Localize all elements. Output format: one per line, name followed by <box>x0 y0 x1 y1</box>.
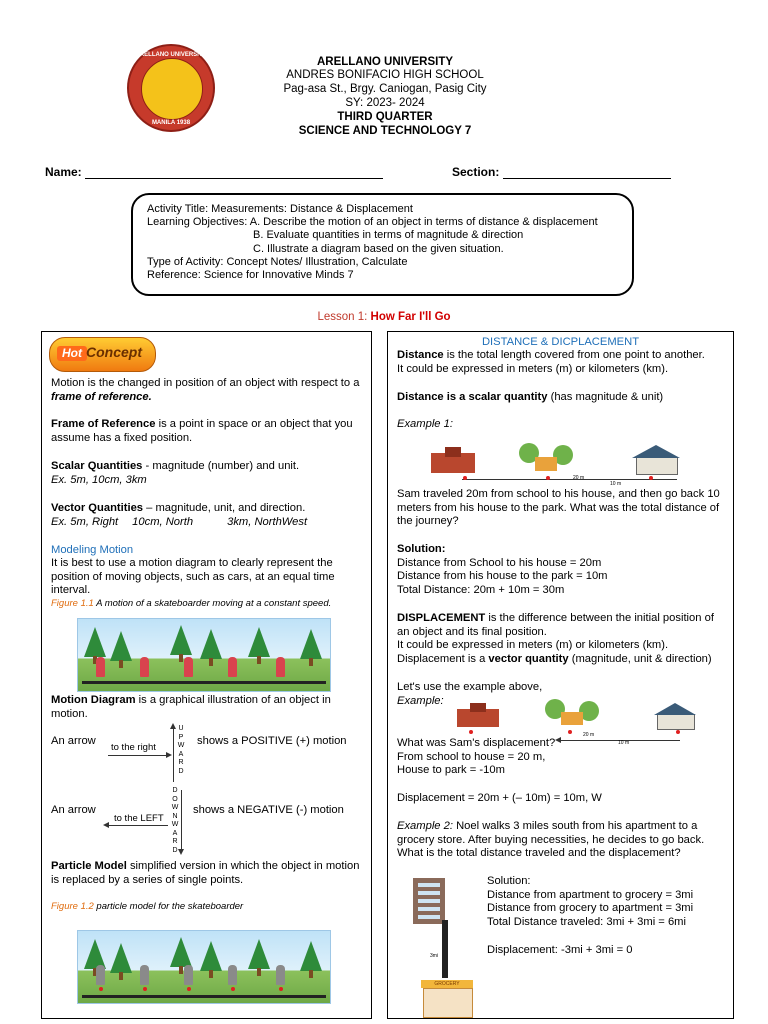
apartment-illustration <box>409 878 449 924</box>
example-2-text: Example 2: Noel walks 3 miles south from his apartment to a grocery store. After buying necessities, he decides to go back. What is the total distance traveled and the displacement? <box>397 820 705 860</box>
motion-definition: Motion is the changed in position of an object with respect to a frame of reference. <box>51 377 360 403</box>
hot-concept-badge: Hot Concept <box>49 337 156 372</box>
downward-arrow-head <box>178 849 184 855</box>
skateboarder-motion-illustration <box>77 618 331 692</box>
quarter: THIRD QUARTER <box>337 111 433 123</box>
lets-use-example: Let's use the example above, Example: <box>397 681 543 707</box>
school-dot-2 <box>469 730 473 734</box>
distance-definition: Distance is the total length covered from one point to another. It could be expressed in meters (m) or kilometers (km). <box>397 349 705 375</box>
park-dot <box>546 476 550 480</box>
scalar-quantities: Scalar Quantities - magnitude (number) and unit. Ex. 5m, 10cm, 3km <box>51 460 300 486</box>
park-illustration <box>519 443 575 473</box>
logo-seal <box>141 58 203 120</box>
house-dot <box>649 476 653 480</box>
road-illustration <box>442 920 448 978</box>
right-arrow <box>108 755 168 756</box>
school-dot <box>463 476 467 480</box>
example-1-label: Example 1: <box>397 418 453 430</box>
particle-model-definition: Particle Model simplified version in which the object in motion is replaced by a series of single points. <box>51 860 360 886</box>
solution-2: Solution: Distance from apartment to grocery = 3mi Distance from grocery to apartment = 3mi Total Distance traveled: 3mi + 3mi = 6mi <box>487 875 694 928</box>
modeling-motion-text: It is best to use a motion diagram to clearly represent the position of moving objects, such as cars, at an equal time interval. <box>51 557 335 597</box>
objective-a: Learning Objectives: A. Describe the motion of an object in terms of distance & displacement <box>147 216 598 229</box>
upward-arrow <box>173 727 174 782</box>
name-label: Name: <box>45 165 82 179</box>
section-line[interactable] <box>503 167 671 179</box>
to-the-left-label: to the LEFT <box>114 813 164 824</box>
displacement-question: What was Sam's displacement? From school to house = 20 m, House to park = -10m <box>397 737 556 777</box>
arrow-positive-label: An arrow <box>51 735 96 747</box>
displacement-definition: DISPLACEMENT is the difference between the initial position of an object and its final position. It could be expressed in meters (m) or kilometers (km). Displacement is a vector quantity (magnitude, unit & direction) <box>397 612 714 665</box>
school-illustration <box>431 447 475 473</box>
house-dot-2 <box>676 730 680 734</box>
lesson-title: Lesson 1: How Far I'll Go <box>317 311 451 323</box>
logo-bottom-text: MANILA 1938 <box>151 120 191 126</box>
downward-label: D O W N W A R D <box>171 787 179 854</box>
distance-20m-2: 20 m <box>583 732 595 738</box>
example-1-text: Sam traveled 20m from school to his house, and then go back 10 meters from his house to the park. What was the total distance of the journey? <box>397 488 720 528</box>
left-arrow <box>108 825 168 826</box>
section-label: Section: <box>452 165 500 179</box>
modeling-motion-title: Modeling Motion <box>51 544 134 556</box>
activity-title: Activity Title: Measurements: Distance & Displacement <box>147 203 413 215</box>
objective-b: B. Evaluate quantities in terms of magnitude & direction <box>253 229 524 242</box>
grocery-illustration: GROCERY <box>421 980 473 1016</box>
figure-1-1-caption: Figure 1.1 A motion of a skateboarder moving at a constant speed. <box>51 598 332 609</box>
distance-10m-2: 10 m <box>618 740 630 746</box>
school-name: ANDRES BONIFACIO HIGH SCHOOL <box>286 69 484 81</box>
frame-of-reference: Frame of Reference is a point in space or an object that you assume has a fixed position. <box>51 418 353 444</box>
section-field-row <box>452 165 671 179</box>
to-the-right-label: to the right <box>111 742 156 753</box>
university-name: ARELLANO UNIVERSITY <box>316 56 454 68</box>
distance-scalar-note: Distance is a scalar quantity (has magnitude & unit) <box>397 391 664 403</box>
distance-10m-1: 10 m <box>610 481 622 487</box>
distance-3mi: 3mi <box>430 953 439 959</box>
school-address: Pag-asa St., Brgy. Caniogan, Pasig City <box>283 83 487 95</box>
solution-1: Solution: Distance from School to his house = 20m Distance from his house to the park = 10m Total Distance: 20m + 10m = 30m <box>397 543 608 596</box>
name-field-row <box>45 165 383 179</box>
house-illustration <box>632 445 682 473</box>
right-arrow-head <box>166 752 172 758</box>
activity-reference: Reference: Science for Innovative Minds 7 <box>147 269 354 282</box>
activity-type: Type of Activity: Concept Notes/ Illustration, Calculate <box>147 255 408 268</box>
distance-line-1 <box>462 479 677 480</box>
subject: SCIENCE AND TECHNOLOGY 7 <box>298 125 472 137</box>
university-logo <box>127 44 215 132</box>
objective-c: C. Illustrate a diagram based on the given situation. <box>253 242 504 255</box>
logo-top-text: ARELLANO UNIVERSITY <box>135 52 207 58</box>
particle-model-illustration <box>77 930 331 1004</box>
displacement-answer-2: Displacement: -3mi + 3mi = 0 <box>487 944 633 956</box>
name-line[interactable] <box>85 167 383 179</box>
figure-1-2-caption: Figure 1.2 particle model for the skateboarder <box>51 901 244 912</box>
positive-motion-text: shows a POSITIVE (+) motion <box>197 735 347 747</box>
displacement-answer: Displacement = 20m + (– 10m) = 10m, W <box>397 792 602 804</box>
upward-label: U P W A R D <box>177 725 185 775</box>
downward-arrow <box>181 790 182 850</box>
upward-arrow-head <box>170 723 176 729</box>
activity-box <box>131 193 634 296</box>
vector-quantities: Vector Quantities – magnitude, unit, and direction. Ex. 5m, Right 10cm, North 3km, NorthWest <box>51 502 308 528</box>
park-illustration-2 <box>545 699 601 727</box>
house-illustration-2 <box>654 703 698 729</box>
school-year: SY: 2023- 2024 <box>345 97 425 109</box>
left-arrow-head <box>103 822 109 828</box>
displacement-arrow-head <box>555 737 561 743</box>
motion-diagram-definition: Motion Diagram is a graphical illustration of an object in motion. <box>51 694 331 720</box>
negative-motion-text: shows a NEGATIVE (-) motion <box>193 804 344 816</box>
distance-20m-1: 20 m <box>573 475 585 481</box>
arrow-negative-label: An arrow <box>51 804 96 816</box>
school-illustration-2 <box>457 703 499 727</box>
park-dot-2 <box>568 730 572 734</box>
distance-displacement-title: DISTANCE & DICPLACEMENT <box>481 336 640 348</box>
